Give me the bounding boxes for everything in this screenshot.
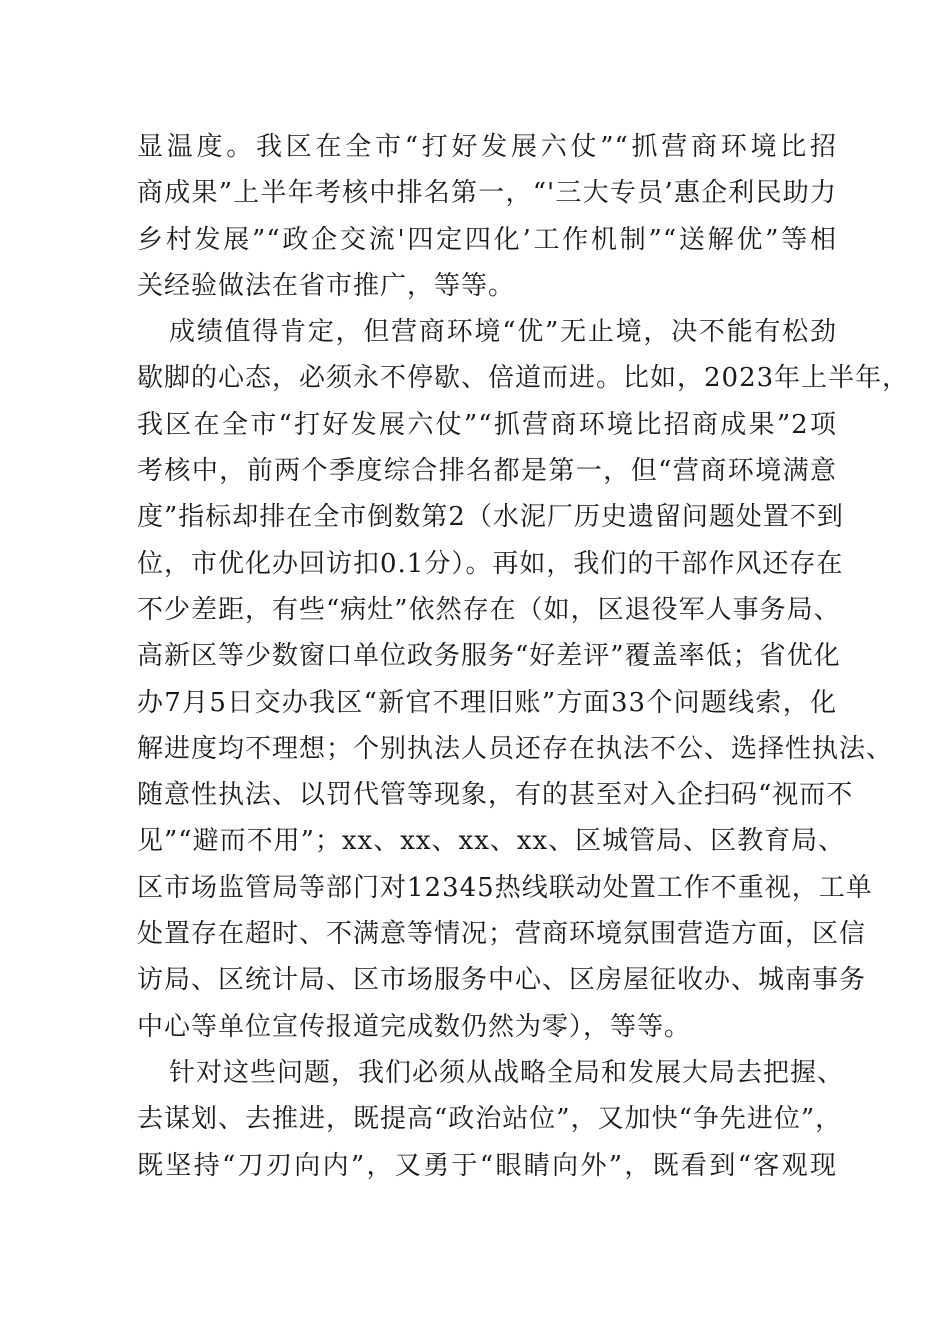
text-line: 位，市优化办回访扣0.1分）。再如，我们的干部作风还存在 (137, 548, 844, 579)
text-line: 中心等单位宣传报道完成数仍然为零），等等。 (137, 1011, 692, 1042)
text-line: 高新区等少数窗口单位政务服务“好差评”覆盖率低；省优化 (137, 641, 841, 672)
text-line: 见”“避而不用”；xx、xx、xx、xx、区城管局、区教育局、 (137, 826, 846, 857)
text-line: 歇脚的心态，必须永不停歇、倍道而进。比如，2023年上半年， (137, 363, 910, 394)
text-line: 显温度。我区在全市“打好发展六仗”“抓营商环境比招 (137, 132, 837, 162)
text-line: 度”指标却排在全市倒数第2（水泥厂历史遗留问题处置不到 (137, 502, 844, 533)
text-line: 处置存在超时、不满意等情况；营商环境氛围营造方面，区信 (137, 919, 867, 950)
text-line: 区市场监管局等部门对12345热线联动处置工作不重视，工单 (137, 872, 873, 903)
text-line: 既坚持“刀刃向内”，又勇于“眼睛向外”，既看到“客观现 (137, 1150, 837, 1181)
text-line: 去谋划、去推进，既提高“政治站位”，又加快“争先进位”， (137, 1104, 843, 1135)
text-line: 办7月5日交办我区“新官不理旧账”方面33个问题线索，化 (137, 687, 837, 718)
text-line: 不少差距，有些“病灶”依然存在（如，区退役军人事务局、 (137, 594, 841, 625)
text-line: 考核中，前两个季度综合排名都是第一，但“营商环境满意 (137, 456, 837, 487)
text-line: 随意性执法、以罚代管等现象，有的甚至对入企扫码“视而不 (137, 780, 854, 811)
text-line: 关经验做法在省市推广，等等。 (137, 270, 516, 301)
text-line: 访局、区统计局、区市场服务中心、区房屋征收办、城南事务 (137, 965, 867, 996)
text-line: 解进度均不理想；个别执法人员还存在执法不公、选择性执法、 (137, 733, 894, 764)
text-line: 针对这些问题，我们必须从战略全局和发展大局去把握、 (169, 1057, 845, 1088)
body-text (137, 124, 910, 1189)
text-line: 商成果”上半年考核中排名第一，“'三大专员’惠企利民助力 (137, 178, 837, 209)
text-line: 乡村发展”“政企交流'四定四化’工作机制”“送解优”等相 (137, 224, 837, 255)
text-line: 成绩值得肯定，但营商环境“优”无止境，决不能有松劲 (169, 317, 837, 348)
text-line: 我区在全市“打好发展六仗”“抓营商环境比招商成果”2项 (137, 409, 837, 440)
